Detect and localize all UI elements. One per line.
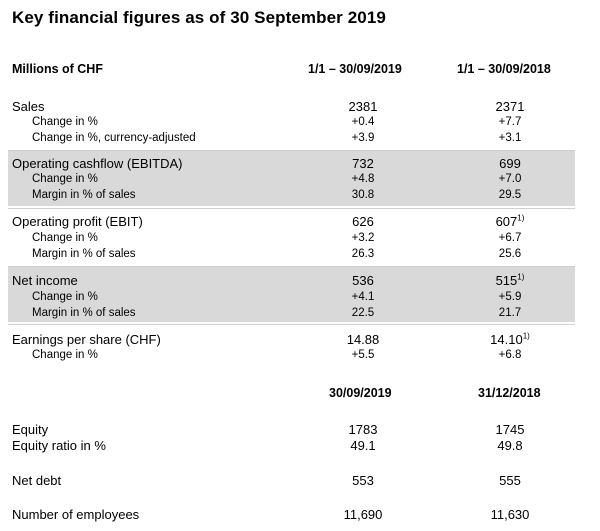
value-2018 (480, 273, 540, 288)
footnote-marker: 1) (522, 331, 530, 341)
value-2018: 555 (499, 473, 521, 488)
column-header-2019: 1/1 – 30/09/2019 (308, 62, 402, 76)
value-2018: +7.0 (498, 173, 522, 185)
value-2019: 536 (352, 273, 374, 288)
value-2019: +3.9 (351, 132, 375, 144)
value-2018: +6.8 (498, 349, 522, 361)
table-row (0, 273, 600, 290)
value-2019: 26.3 (351, 248, 375, 260)
value-2019: +0.4 (351, 116, 375, 128)
column-header-dec-2018: 31/12/2018 (478, 386, 541, 400)
value-2019: +3.2 (351, 232, 375, 244)
row-label: Margin in % of sales (32, 189, 136, 201)
row-label: Net income (12, 273, 78, 288)
value-2018: 21.7 (498, 307, 522, 319)
table-row (0, 188, 600, 205)
table-row (0, 306, 600, 323)
row-label: Operating cashflow (EBITDA) (12, 156, 183, 171)
unit-label: Millions of CHF (12, 62, 103, 76)
value-2019: +5.5 (351, 349, 375, 361)
row-label: Change in % (32, 291, 98, 303)
table-row (0, 422, 600, 439)
row-label: Sales (12, 99, 45, 114)
value-2018: 699 (499, 156, 521, 171)
table-row (0, 473, 600, 490)
value-2019: +4.1 (351, 291, 375, 303)
value-2019: +4.8 (351, 173, 375, 185)
value-2019: 2381 (348, 99, 378, 114)
value-2019: 626 (352, 214, 374, 229)
value-2018 (480, 332, 540, 347)
value-2018: +6.7 (498, 232, 522, 244)
value-2019: 732 (352, 156, 374, 171)
row-label: Change in % (32, 232, 98, 244)
value-2018: 49.8 (497, 438, 523, 453)
value-2018: 11,630 (490, 507, 530, 522)
footnote-marker: 1) (517, 272, 525, 282)
table-row (0, 99, 600, 116)
divider (8, 150, 575, 151)
value-2018: 29.5 (498, 189, 522, 201)
value-2019: 11,690 (343, 507, 383, 522)
row-label: Earnings per share (CHF) (12, 332, 161, 347)
value-2018: +3.1 (498, 132, 522, 144)
table-row (0, 156, 600, 173)
value-2019: 1783 (348, 422, 378, 437)
table-row (0, 231, 600, 248)
divider (8, 324, 575, 325)
value-2019: 30.8 (351, 189, 375, 201)
page-title: Key financial figures as of 30 September 2019 (12, 8, 386, 27)
value-2019: 553 (352, 473, 374, 488)
table-row (0, 247, 600, 264)
row-label: Equity (12, 422, 49, 437)
value-2018: +5.9 (498, 291, 522, 303)
table-row (0, 115, 600, 132)
table-row (0, 290, 600, 307)
row-label: Net debt (12, 473, 62, 488)
row-label: Number of employees (12, 507, 140, 522)
column-header-2018: 1/1 – 30/09/2018 (457, 62, 551, 76)
value-2018: 1745 (495, 422, 525, 437)
value-2018: 2371 (495, 99, 525, 114)
row-label: Change in % (32, 116, 98, 128)
row-label: Change in % (32, 349, 98, 361)
row-label: Change in %, currency-adjusted (32, 132, 196, 144)
row-label: Margin in % of sales (32, 248, 136, 260)
table-row (0, 214, 600, 231)
table-row (0, 438, 600, 455)
value-2018 (480, 214, 540, 229)
divider (8, 208, 575, 209)
footnote-marker: 1) (517, 213, 525, 223)
row-label: Margin in % of sales (32, 307, 136, 319)
value-text: 14.10 (490, 332, 523, 347)
value-text: 607 (495, 214, 518, 229)
table-row (0, 332, 600, 349)
divider (8, 266, 575, 267)
value-2018: 25.6 (498, 248, 522, 260)
table-row (0, 131, 600, 148)
column-header-sep-2019: 30/09/2019 (329, 386, 392, 400)
row-label: Equity ratio in % (12, 438, 106, 453)
value-2018: +7.7 (498, 116, 522, 128)
row-label: Change in % (32, 173, 98, 185)
value-2019: 14.88 (346, 332, 380, 347)
value-2019: 22.5 (351, 307, 375, 319)
value-2019: 49.1 (350, 438, 376, 453)
table-row (0, 172, 600, 189)
row-label: Operating profit (EBIT) (12, 214, 143, 229)
table-row (0, 348, 600, 365)
value-text: 515 (495, 273, 518, 288)
table-row (0, 507, 600, 524)
